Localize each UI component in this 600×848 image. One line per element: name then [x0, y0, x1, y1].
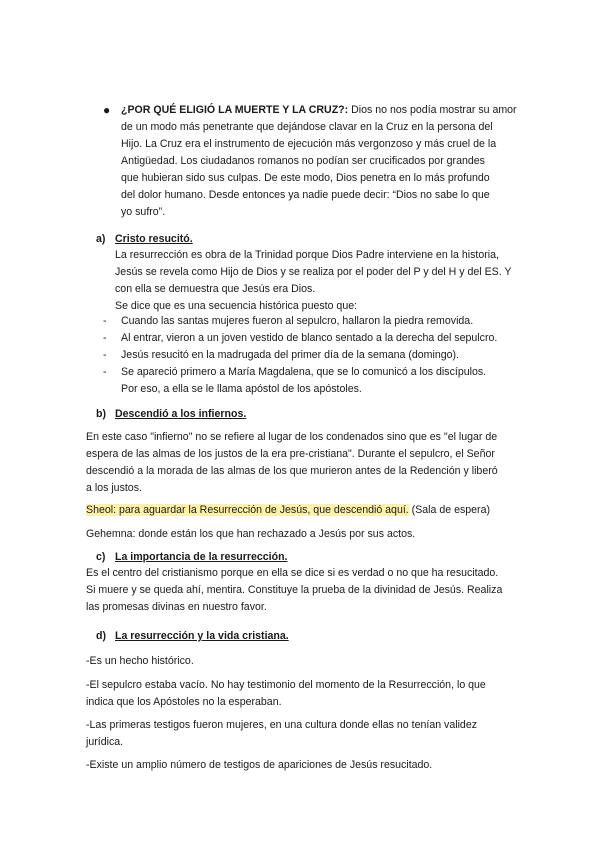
- cross-line-6: del dolor humano. Desde entonces ya nadie puede decir: “Dios no sabe lo que: [121, 189, 490, 201]
- section-b-line: descendió a la morada de las almas de los que murieron antes de la Redención y liberó: [86, 465, 498, 477]
- section-c-line: las promesas divinas en nuestro favor.: [86, 601, 267, 613]
- section-c-label: c): [96, 551, 106, 563]
- section-b-label: b): [96, 408, 106, 420]
- section-c-heading: La importancia de la resurrección.: [115, 551, 288, 563]
- section-a-line: con ella se demuestra que Jesús era Dios.: [115, 283, 316, 295]
- section-b-line: En este caso "infierno" no se refiere al lugar de los condenados sino que es "el lugar de: [86, 431, 498, 443]
- list-item: Se apareció primero a María Magdalena, que se lo comunicó a los discípulos. Por eso, a ella se le llama apóstol de los apóstoles.: [121, 366, 487, 395]
- point-item: -Existe un amplio número de testigos de apariciones de Jesús resucitado.: [86, 759, 433, 771]
- point-item: -El sepulcro estaba vacío. No hay testimonio del momento de la Resurrección, lo que indica que los Apóstoles no la esperaban.: [86, 679, 486, 708]
- section-b-heading: Descendió a los infiernos.: [115, 408, 247, 420]
- point-item: -Es un hecho histórico.: [86, 655, 194, 667]
- cross-paragraph: [121, 102, 521, 221]
- sheol-highlight: Sheol: para aguardar la Resurrección de Jesús, que descendió aquí.: [86, 504, 409, 516]
- bullet-dot: ●: [103, 103, 111, 117]
- list-dash: -: [103, 366, 107, 378]
- list-dash: -: [103, 332, 107, 344]
- section-b-line: espera de las almas de los justos de la era pre-cristiana". Durante el sepulcro, el Señor: [86, 448, 495, 460]
- section-a-heading: Cristo resucitó.: [115, 233, 193, 245]
- section-a-line: La resurrección es obra de la Trinidad porque Dios Padre interviene en la historia,: [115, 249, 499, 261]
- section-b-paragraph: [86, 429, 526, 497]
- cross-line-7: yo sufro”.: [121, 206, 166, 218]
- list-item: Cuando las santas mujeres fueron al sepulcro, hallaron la piedra removida.: [121, 315, 474, 327]
- cross-line-3: Hijo. La Cruz era el instrumento de ejecución más vergonzoso y más cruel de la: [121, 138, 497, 150]
- section-c-line: Si muere y se queda ahí, mentira. Constituye la prueba de la divinidad de Jesús. Realiza: [86, 584, 503, 596]
- section-b-line: a los justos.: [86, 482, 142, 494]
- cross-title: ¿POR QUÉ ELIGIÓ LA MUERTE Y LA CRUZ?:: [121, 104, 349, 116]
- cross-line-2: de un modo más penetrante que dejándose clavar en la Cruz en la persona del: [121, 121, 493, 133]
- section-a-paragraph: [115, 247, 535, 315]
- sheol-line: Sheol: para aguardar la Resurrección de Jesús, que descendió aquí. (Sala de espera): [86, 504, 490, 516]
- cross-line-5: que hubieran sido sus culpas. De este modo, Dios penetra en lo más profundo: [121, 172, 490, 184]
- section-a-label: a): [96, 233, 106, 245]
- list-item: Al entrar, vieron a un joven vestido de blanco sentado a la derecha del sepulcro.: [121, 332, 498, 344]
- section-a-line: Se dice que es una secuencia histórica puesto que:: [115, 300, 358, 312]
- point-item: -Las primeras testigos fueron mujeres, en una cultura donde ellas no tenían validez jurídica.: [86, 719, 478, 748]
- section-a-line: Jesús se revela como Hijo de Dios y se realiza por el poder del P y del H y del ES. Y: [115, 266, 512, 278]
- list-item: Jesús resucitó en la madrugada del primer día de la semana (domingo).: [121, 349, 460, 361]
- section-d-label: d): [96, 630, 106, 642]
- gehemna-line: Gehemna: donde están los que han rechazado a Jesús por sus actos.: [86, 528, 416, 540]
- list-dash: -: [103, 315, 107, 327]
- cross-line-1: ¿POR QUÉ ELIGIÓ LA MUERTE Y LA CRUZ?: Dios no nos podía mostrar su amor: [121, 104, 517, 116]
- section-c-line: Es el centro del cristianismo porque en ella se dice si es verdad o no que ha resucitado.: [86, 567, 499, 579]
- list-dash: -: [103, 349, 107, 361]
- section-c-paragraph: [86, 565, 526, 616]
- cross-line-4: Antigüedad. Los ciudadanos romanos no podían ser crucificados por grandes: [121, 155, 485, 167]
- section-d-heading: La resurrección y la vida cristiana.: [115, 630, 289, 642]
